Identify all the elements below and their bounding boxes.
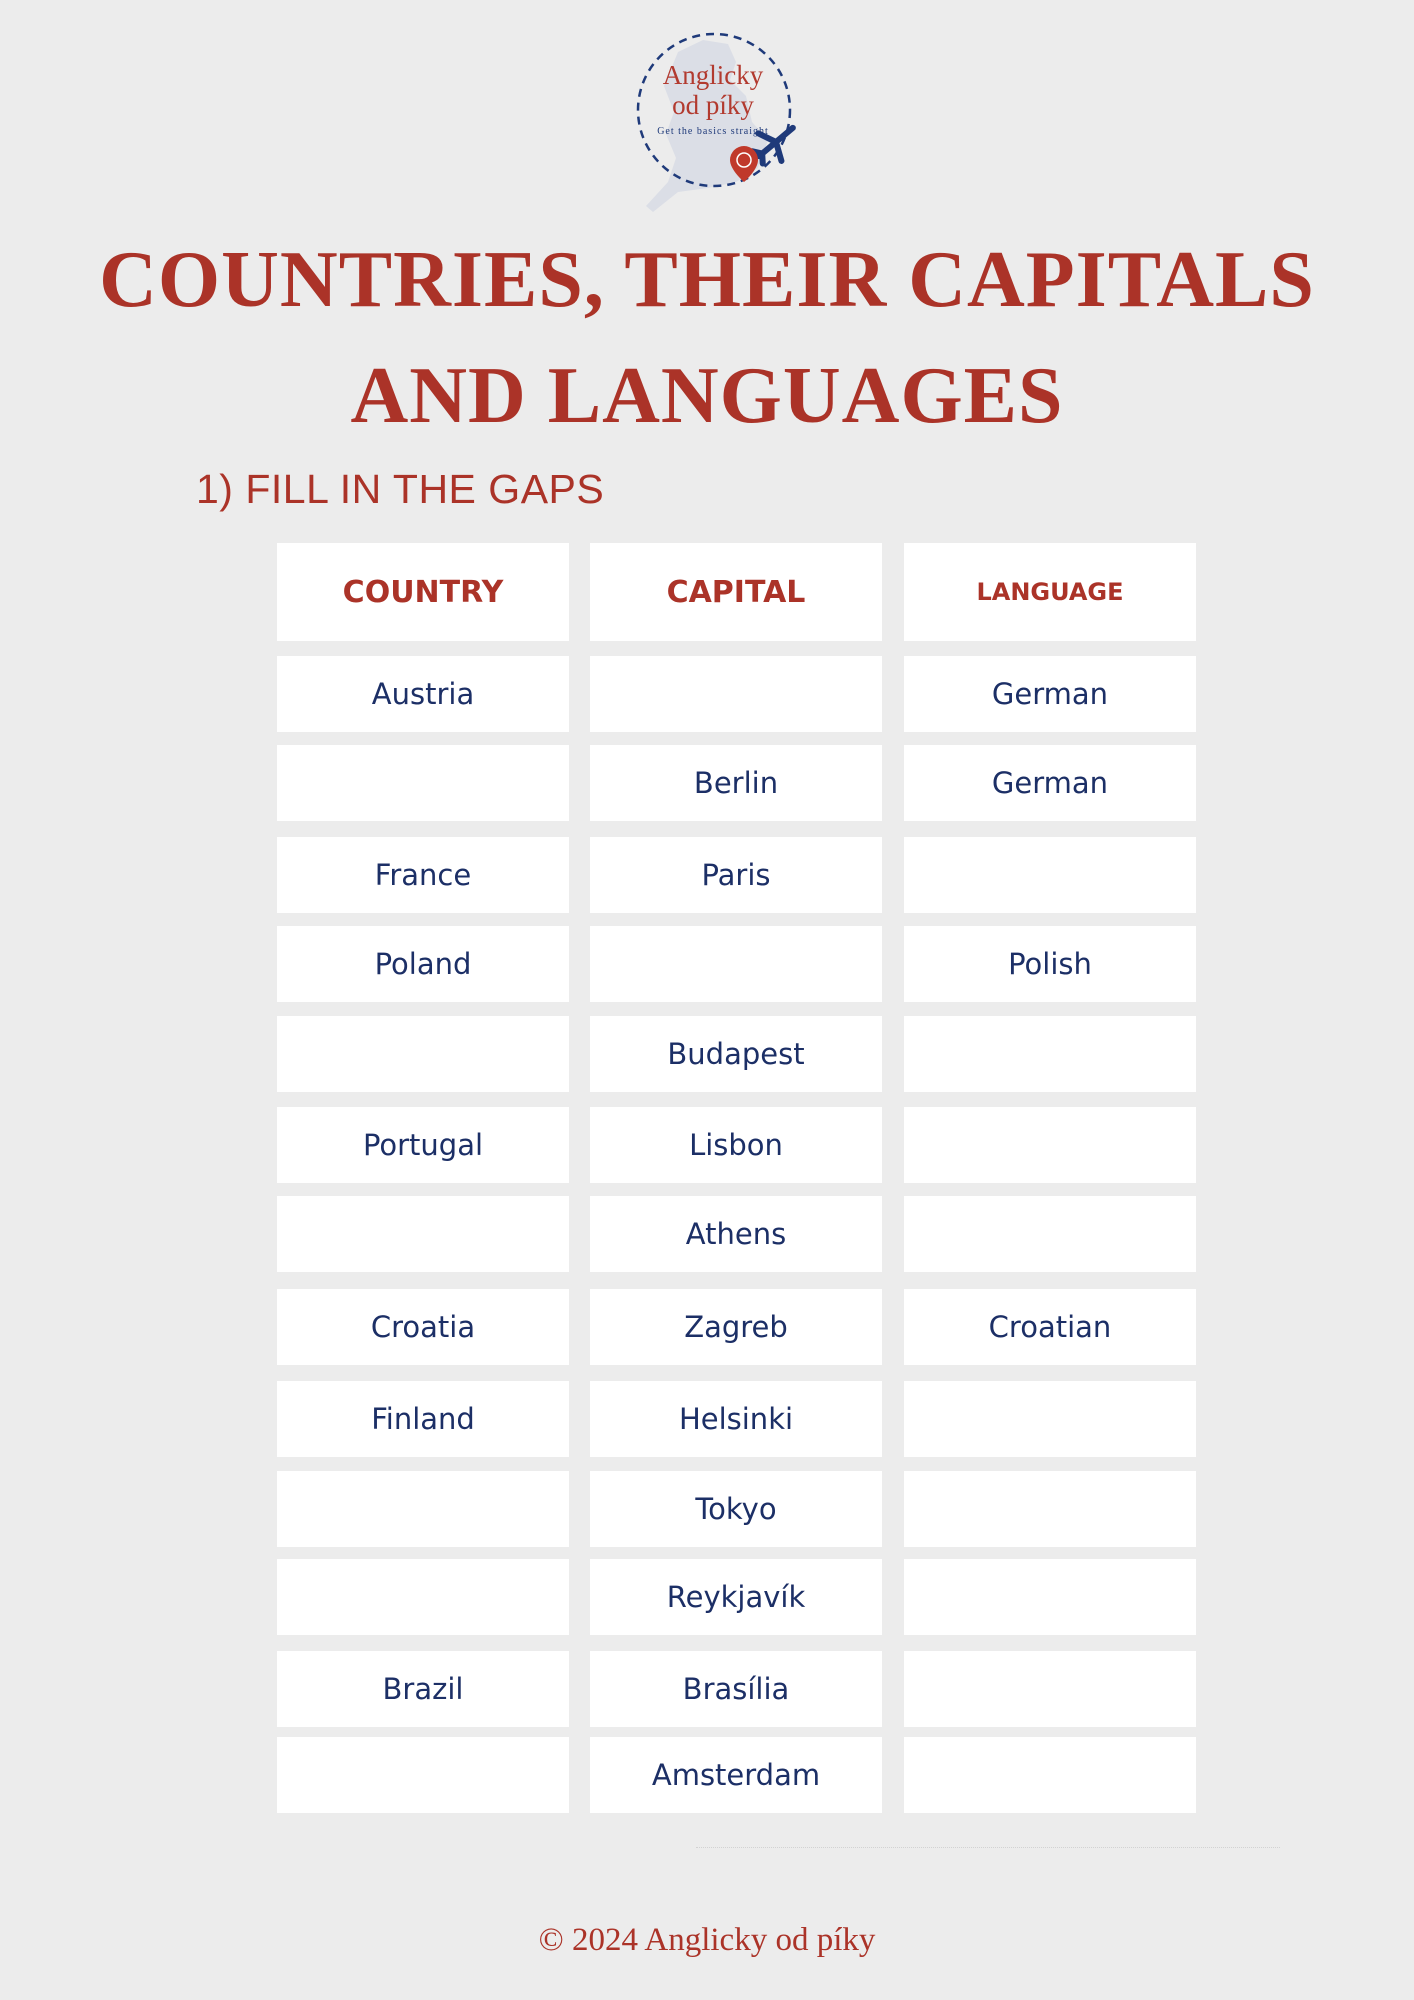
- table-cell-capital: Reykjavík: [590, 1559, 882, 1635]
- table-cell-language: German: [904, 656, 1196, 732]
- page-title-line2: AND LANGUAGES: [350, 352, 1064, 440]
- logo-tagline: Get the basics straight: [657, 126, 769, 137]
- table-cell-capital: Amsterdam: [590, 1737, 882, 1813]
- logo: [618, 22, 808, 222]
- table-cell-capital: Lisbon: [590, 1107, 882, 1183]
- table-cell-language[interactable]: [904, 1651, 1196, 1727]
- table-cell-language[interactable]: [904, 1381, 1196, 1457]
- table-cell-language[interactable]: [904, 1016, 1196, 1092]
- table-cell-country[interactable]: [277, 745, 569, 821]
- table-cell-language[interactable]: [904, 1471, 1196, 1547]
- table-cell-language[interactable]: [904, 1737, 1196, 1813]
- table-cell-country[interactable]: [277, 1196, 569, 1272]
- table-cell-country[interactable]: [277, 1559, 569, 1635]
- table-cell-capital[interactable]: [590, 926, 882, 1002]
- table-cell-capital: Tokyo: [590, 1471, 882, 1547]
- page-title: [0, 222, 1414, 454]
- table-cell-country: Croatia: [277, 1289, 569, 1365]
- table-cell-language[interactable]: [904, 837, 1196, 913]
- logo-name-line2: od píky: [672, 90, 754, 120]
- table-cell-country: Poland: [277, 926, 569, 1002]
- table-cell-capital[interactable]: [590, 656, 882, 732]
- header-language: LANGUAGE: [904, 543, 1196, 641]
- header-capital: CAPITAL: [590, 543, 882, 641]
- exercise-heading: 1) FILL IN THE GAPS: [196, 466, 605, 512]
- table-cell-country[interactable]: [277, 1471, 569, 1547]
- table-cell-capital: Zagreb: [590, 1289, 882, 1365]
- table-cell-capital: Helsinki: [590, 1381, 882, 1457]
- table-cell-capital: Athens: [590, 1196, 882, 1272]
- table-cell-language: Croatian: [904, 1289, 1196, 1365]
- logo-name-line1: Anglicky: [662, 60, 764, 90]
- table-cell-language[interactable]: [904, 1196, 1196, 1272]
- table-cell-language: German: [904, 745, 1196, 821]
- table-cell-country: Brazil: [277, 1651, 569, 1727]
- table-cell-language[interactable]: [904, 1559, 1196, 1635]
- page-title-line1: COUNTRIES, THEIR CAPITALS: [99, 236, 1315, 324]
- table-cell-capital: Brasília: [590, 1651, 882, 1727]
- footer-copyright: © 2024 Anglicky od píky: [538, 1922, 876, 1958]
- table-cell-country: Finland: [277, 1381, 569, 1457]
- header-country: COUNTRY: [277, 543, 569, 641]
- divider: [696, 1847, 1280, 1848]
- table-cell-country: France: [277, 837, 569, 913]
- table-cell-country[interactable]: [277, 1016, 569, 1092]
- table-cell-capital: Budapest: [590, 1016, 882, 1092]
- table-cell-country[interactable]: [277, 1737, 569, 1813]
- table-cell-country: Austria: [277, 656, 569, 732]
- table-cell-capital: Paris: [590, 837, 882, 913]
- table-cell-language: Polish: [904, 926, 1196, 1002]
- table-cell-country: Portugal: [277, 1107, 569, 1183]
- table-cell-language[interactable]: [904, 1107, 1196, 1183]
- table-cell-capital: Berlin: [590, 745, 882, 821]
